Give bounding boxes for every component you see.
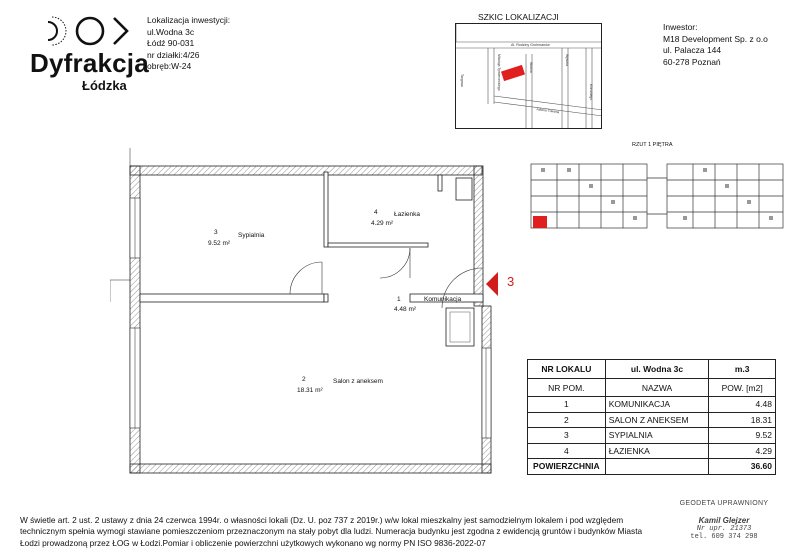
room-name-hall: Komunikacja	[424, 296, 462, 303]
sketch-street-far-right: Kilińskiego	[589, 84, 593, 101]
sketch-street-bottom: Juliana Tuwima	[535, 107, 560, 115]
unit-highlight	[533, 216, 547, 228]
location-info	[147, 15, 230, 73]
floor-label: RZUT 1 PIĘTRA	[632, 142, 673, 148]
location-info-line: obręb:W-24	[147, 61, 192, 71]
table-columns-row	[528, 379, 776, 397]
table-cell-nr: 4	[528, 443, 606, 459]
column-header: NAZWA	[605, 379, 709, 397]
room-name-bedroom: Sypialnia	[238, 232, 265, 239]
location-info-line: nr działki:4/26	[147, 49, 200, 60]
stamp-title: GEODETA UPRAWNIONY	[679, 500, 769, 507]
table-cell-nr: 3	[528, 428, 606, 444]
brand-subtitle: Łódzka	[82, 78, 127, 93]
unit-marker-arrow-icon	[486, 272, 498, 296]
stamp-phone: tel. 609 374 298	[690, 533, 758, 541]
sketch-street-right: Wysoka	[565, 54, 569, 67]
investor-line: Inwestor:	[663, 22, 698, 32]
investor-line: ul. Palacza 144	[663, 45, 722, 55]
area-table	[527, 359, 776, 475]
table-row	[528, 412, 776, 428]
table-header-address: ul. Wodna 3c	[605, 360, 709, 379]
table-cell-nr: 1	[528, 397, 606, 413]
table-header-row	[528, 360, 776, 379]
location-info-line: Łódź 90-031	[147, 38, 195, 48]
table-cell-area: 4.29	[709, 443, 776, 459]
table-cell-nr: 2	[528, 412, 606, 428]
stamp-license: Nr upr. 21373	[696, 525, 752, 533]
sketch-street-top: Al. Rodziny Grohmanów	[511, 43, 550, 47]
column-header: POW. [m2]	[709, 379, 776, 397]
table-total-value: 36.60	[709, 459, 776, 475]
table-total-row	[528, 459, 776, 475]
sketch-map	[456, 24, 602, 129]
location-sketch	[455, 23, 602, 129]
sketch-street-center: Wodna	[529, 62, 533, 73]
room-number-bedroom: 3	[214, 229, 218, 236]
sketch-title: SZKIC LOKALIZACJI	[478, 12, 559, 22]
sketch-street-left: Targowa	[460, 74, 464, 87]
room-area-bathroom: 4.29 m²	[371, 220, 394, 227]
table-cell-area: 9.52	[709, 428, 776, 444]
sketch-street-left-vertical: Mikołaja Tymienieckiego	[497, 54, 501, 91]
room-name-living: Salon z aneksem	[333, 378, 383, 385]
room-area-bedroom: 9.52 m²	[208, 240, 231, 247]
table-cell-area: 18.31	[709, 412, 776, 428]
legal-footnote: W świetle art. 2 ust. 2 ustawy z dnia 24 czerwca 1994r. o własności lokali (Dz. U. poz 737 z 2019r.) w/w lokal mieszkalny jest samodzielnym lokalem i pod względem technicznym spełnia wymogi stawiane pomieszczeniom przeznaczonym na stały pobyt dla ludzi. Numeracja budynku jest zgodna z ewidencją gruntów i budynków Miasta Łodzi prowadzoną przez ŁOG w Łodzi.Pomiar i obliczenie powierzchni użytkowych wykonano wg normy PN ISO 9836-2022-07	[20, 515, 643, 548]
table-row	[528, 397, 776, 413]
investor-info	[663, 22, 768, 68]
table-total-label: POWIERZCHNIA	[528, 459, 606, 475]
investor-line: M18 Development Sp. z o.o	[663, 33, 768, 44]
room-area-living: 18.31 m²	[297, 387, 323, 394]
table-row	[528, 443, 776, 459]
table-row	[528, 428, 776, 444]
table-total-empty	[605, 459, 709, 475]
room-number-living: 2	[302, 376, 306, 383]
table-cell-name: SYPIALNIA	[605, 428, 709, 444]
table-header-unit: m.3	[709, 360, 776, 379]
table-cell-name: ŁAZIENKA	[605, 443, 709, 459]
table-cell-name: KOMUNIKACJA	[605, 397, 709, 413]
room-name-bathroom: Łazienka	[394, 211, 421, 218]
floor-plan	[110, 148, 520, 478]
sketch-highlight	[501, 65, 525, 81]
room-number-hall: 1	[397, 296, 401, 303]
table-header-label: NR LOKALU	[528, 360, 606, 379]
room-number-bathroom: 4	[374, 209, 378, 216]
stamp-name: Kamil Glejzer	[698, 516, 750, 525]
column-header: NR POM.	[528, 379, 606, 397]
table-cell-name: SALON Z ANEKSEM	[605, 412, 709, 428]
brand-logo-icon	[40, 14, 140, 48]
brand-name: Dyfrakcja	[30, 48, 149, 78]
location-info-line: Lokalizacja inwestycji:	[147, 15, 231, 25]
table-cell-area: 4.48	[709, 397, 776, 413]
building-key-plan	[527, 158, 789, 234]
surveyor-stamp	[664, 500, 784, 541]
room-area-hall: 4.48 m²	[394, 306, 417, 313]
unit-marker-number: 3	[507, 274, 515, 289]
investor-line: 60-278 Poznań	[663, 56, 721, 67]
location-info-line: ul.Wodna 3c	[147, 26, 195, 37]
